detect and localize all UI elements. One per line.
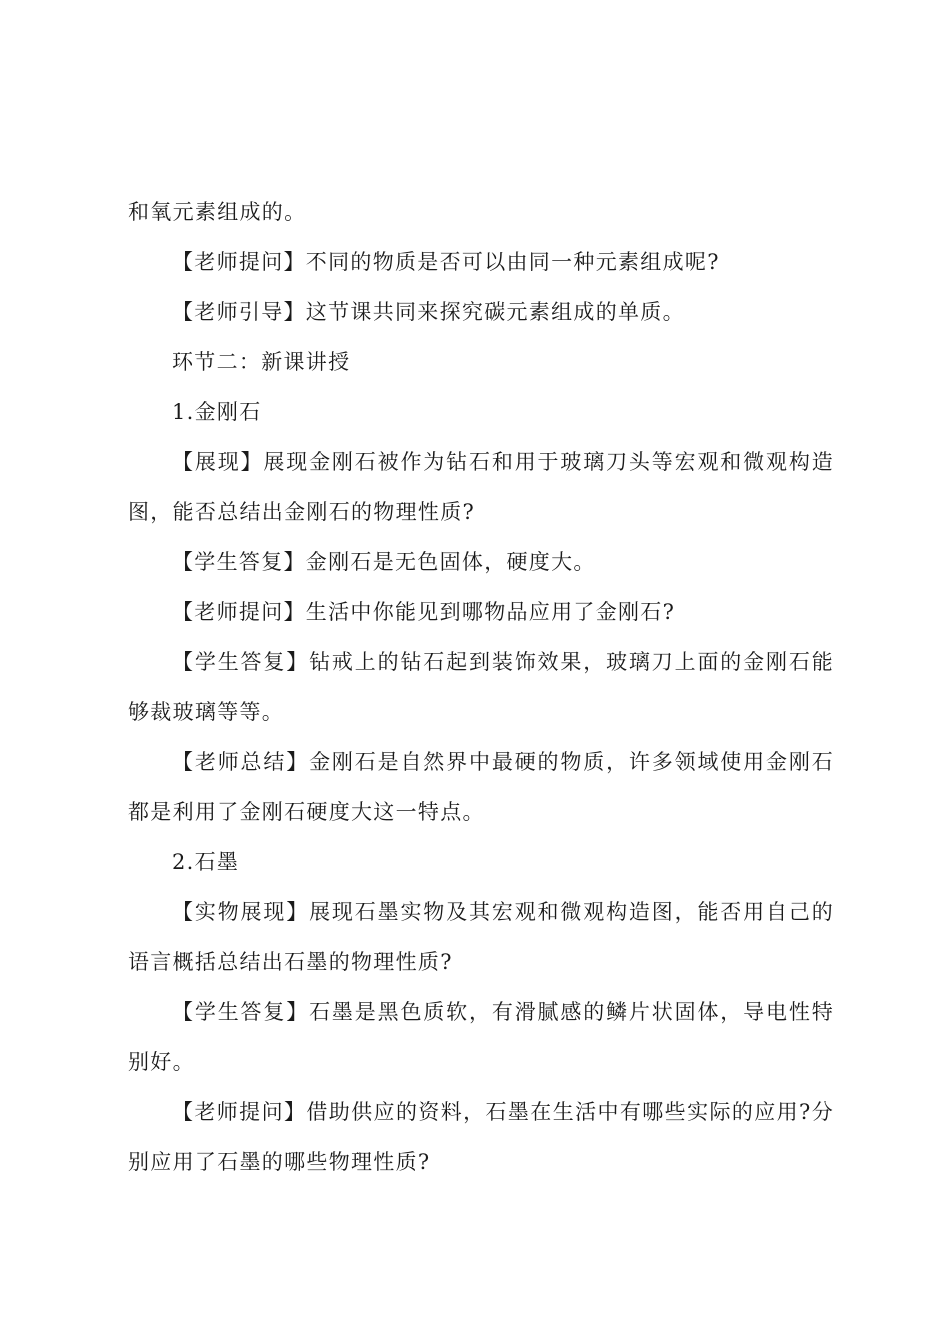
subsection-heading-graphite: 2.石墨: [172, 850, 240, 874]
paragraph-student-answer: 【学生答复】钻戒上的钻石起到装饰效果，玻璃刀上面的金刚石能够裁玻璃等等。: [128, 650, 834, 724]
paragraph-student-answer: 【学生答复】金刚石是无色固体，硬度大。: [172, 550, 596, 574]
paragraph-teacher-guide: 【老师引导】这节课共同来探究碳元素组成的单质。: [172, 300, 685, 324]
paragraph-continuation: 和氧元素组成的。: [128, 200, 307, 224]
paragraph-teacher-question: 【老师提问】生活中你能见到哪物品应用了金刚石?: [172, 600, 676, 624]
paragraph-show-diamond: 【展现】展现金刚石被作为钻石和用于玻璃刀头等宏观和微观构造图，能否总结出金刚石的物理性质?: [128, 450, 834, 524]
paragraph-student-answer: 【学生答复】石墨是黑色质软，有滑腻感的鳞片状固体，导电性特别好。: [128, 1000, 834, 1074]
paragraph-teacher-summary: 【老师总结】金刚石是自然界中最硬的物质，许多领域使用金刚石都是利用了金刚石硬度大这一特点。: [128, 750, 834, 824]
subsection-heading-diamond: 1.金刚石: [172, 400, 262, 424]
paragraph-teacher-question: 【老师提问】借助供应的资料，石墨在生活中有哪些实际的应用?分别应用了石墨的哪些物理性质?: [128, 1100, 834, 1174]
section-heading: 环节二：新课讲授: [172, 350, 351, 374]
paragraph-show-graphite: 【实物展现】展现石墨实物及其宏观和微观构造图，能否用自己的语言概括总结出石墨的物理性质?: [128, 900, 834, 974]
paragraph-teacher-question: 【老师提问】不同的物质是否可以由同一种元素组成呢?: [172, 250, 720, 274]
document-page: [128, 187, 834, 1187]
